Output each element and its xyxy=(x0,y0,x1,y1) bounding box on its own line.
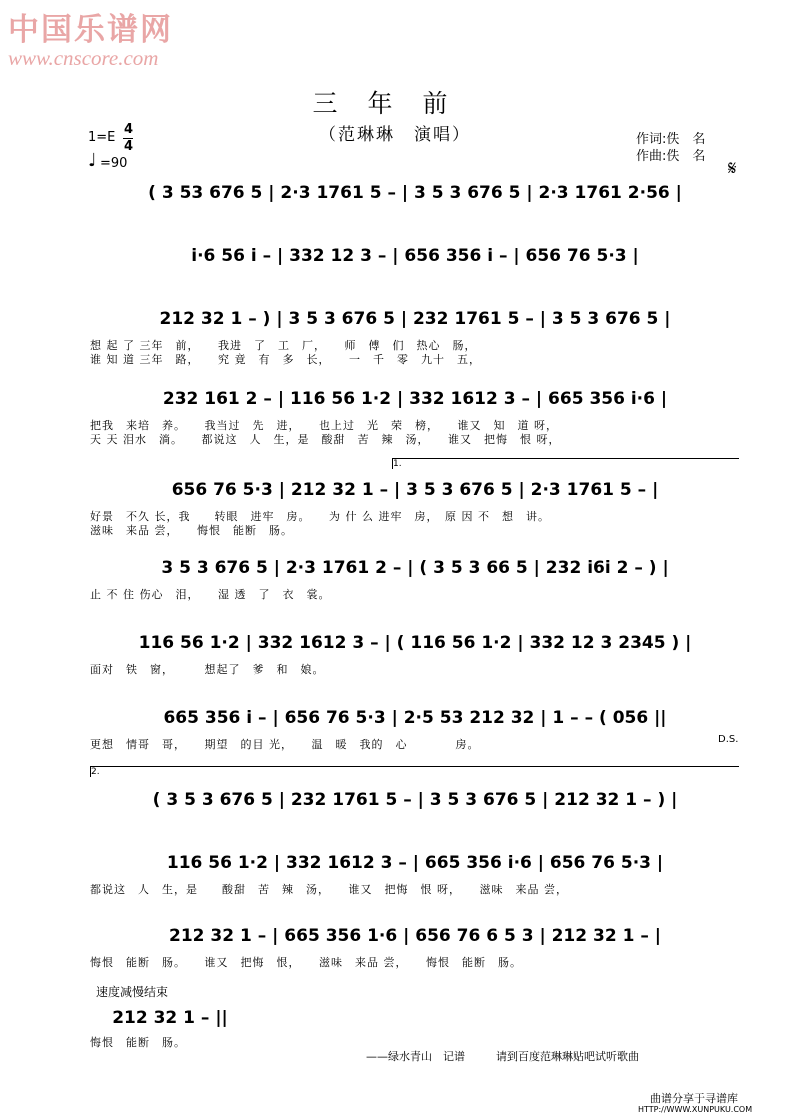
score-row xyxy=(90,183,740,223)
song-subtitle: （范琳琳 演唱） xyxy=(319,125,471,145)
notation-line: 116 56 1·2 | 332 1612 3 – | ( 116 56 1·2 | 332 12 3 2345 ) | xyxy=(138,633,692,653)
score-row xyxy=(90,790,740,830)
lyric-line-1: 想 起 了 三年 前， 我进 了 工 厂， 师 傅 们 热心 肠， xyxy=(90,339,477,352)
lyric-line-1: 悔恨 能断 肠。 xyxy=(90,1036,186,1049)
lyric-line-1: 悔恨 能断 肠。 谁又 把悔 恨， 滋味 来品 尝， 悔恨 能断 肠。 xyxy=(90,956,522,969)
lyric-line-1: 把我 来培 养。 我当过 先 进， 也上过 光 荣 榜， 谁又 知 道 呀， xyxy=(90,419,558,432)
lyric-line-1: 都说这 人 生，是 酸甜 苦 辣 汤， 谁又 把悔 恨 呀， 滋味 来品 尝， xyxy=(90,883,568,896)
lyricist: 作词:佚 名 xyxy=(636,132,706,147)
composer: 作曲:佚 名 xyxy=(636,149,706,164)
meter-bottom: 4 xyxy=(124,139,134,154)
lyric-line-1: 面对 铁 窗， 想起了 爹 和 娘。 xyxy=(90,663,325,676)
score-row xyxy=(90,1008,250,1048)
tempo: =90 xyxy=(100,156,128,171)
score-row xyxy=(90,558,740,601)
volta-2-label: 2. xyxy=(91,767,100,777)
volta-1-bracket xyxy=(392,458,739,469)
score-row xyxy=(90,926,740,969)
notation-line: 3 5 3 676 5 | 2·3 1761 2 – | ( 3 5 3 66 5 | 232 i6i 2 – ) | xyxy=(161,558,669,578)
volta-2-bracket xyxy=(90,766,739,777)
lyric-line-2: 天 天 泪水 淌。 都说这 人 生，是 酸甜 苦 辣 汤， 谁又 把悔 恨 呀， xyxy=(90,433,561,446)
transcriber-credit: ——绿水青山 记谱 xyxy=(366,1050,465,1063)
notation-line: i·6 56 i – | 332 12 3 – | 656 356 i – | 656 76 5·3 | xyxy=(191,246,639,266)
tempo-instruction: 速度减慢结束 xyxy=(96,985,169,999)
score-row xyxy=(90,633,740,676)
notation-line: 212 32 1 – || xyxy=(112,1008,228,1028)
quarter-note-icon: ♩ xyxy=(88,150,97,171)
listen-note: 请到百度范琳琳贴吧试听歌曲 xyxy=(496,1050,639,1063)
watermark-url: www.cnscore.com xyxy=(8,46,159,70)
notation-line: 116 56 1·2 | 332 1612 3 – | 665 356 i·6 | 656 76 5·3 | xyxy=(166,853,664,873)
score-row xyxy=(90,708,740,751)
volta-1-label: 1. xyxy=(393,459,402,469)
lyric-line-1: 止 不 住 伤心 泪， 湿 透 了 衣 裳。 xyxy=(90,588,331,601)
watermark-logo: 中国乐谱网 xyxy=(8,12,173,48)
score-row xyxy=(90,309,740,366)
share-credit: 曲谱分享于寻谱库 xyxy=(650,1092,738,1105)
lyric-line-1: 好景 不久 长，我 转眼 进牢 房。 为 什 么 进牢 房， 原 因 不 想 讲。 xyxy=(90,510,550,523)
notation-line: ( 3 5 3 676 5 | 232 1761 5 – | 3 5 3 676 5 | 212 32 1 – ) | xyxy=(152,790,678,810)
notation-line: 656 76 5·3 | 212 32 1 – | 3 5 3 676 5 | 2·3 1761 5 – | xyxy=(171,480,659,500)
song-title: 三年前 xyxy=(312,89,478,118)
notation-line: 212 32 1 – | 665 356 1·6 | 656 76 6 5 3 | 212 32 1 – | xyxy=(169,926,661,946)
lyric-line-2: 滋味 来品 尝， 悔恨 能断 肠。 xyxy=(90,524,293,537)
key-signature: 1=E xyxy=(88,130,116,145)
lyric-line-1: 更想 情哥 哥， 期望 的目 光， 温 暖 我的 心 房。 xyxy=(90,738,480,751)
ds-mark: D.S. xyxy=(718,734,739,745)
lyric-line-2: 谁 知 道 三年 路， 究 竟 有 多 长， 一 千 零 九十 五， xyxy=(90,353,481,366)
score-row xyxy=(90,853,740,896)
score-row xyxy=(90,246,740,286)
notation-line: 232 161 2 – | 116 56 1·2 | 332 1612 3 – | 665 356 i·6 | xyxy=(162,389,668,409)
notation-line: 665 356 i – | 656 76 5·3 | 2·5 53 212 32 | 1 – – ( 056 || xyxy=(163,708,667,728)
score-row xyxy=(90,480,740,537)
segno-icon: 𝄋 xyxy=(728,156,737,180)
score-row xyxy=(90,389,740,446)
notation-line: 212 32 1 – ) | 3 5 3 676 5 | 232 1761 5 – | 3 5 3 676 5 | xyxy=(159,309,671,329)
meter-top: 4 xyxy=(124,122,134,137)
notation-line: ( 3 53 676 5 | 2·3 1761 5 – | 3 5 3 676 5 | 2·3 1761 2·56 | xyxy=(148,183,682,203)
share-url: HTTP://WWW.XUNPUKU.COM xyxy=(638,1105,753,1114)
